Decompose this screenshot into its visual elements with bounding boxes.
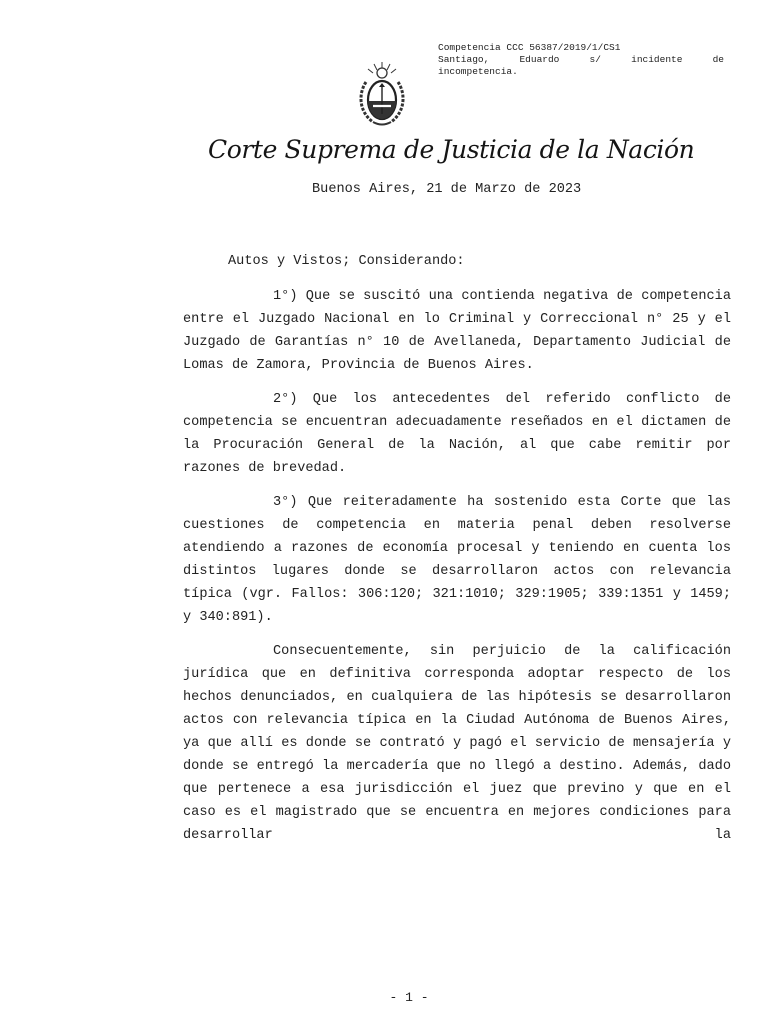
court-title: Corte Suprema de Justicia de la Nación — [208, 135, 695, 164]
paragraph-1: 1°) Que se suscitó una contienda negativa de competencia entre el Juzgado Nacional en lo Criminal y Correccional n° 25 y el Juzgado de Garantías n° 10 de Avellaneda, Departamento Judicial de Lomas de Zamora, Provincia de Buenos Aires. — [183, 289, 731, 373]
case-reference — [438, 42, 724, 78]
page-number: - 1 - — [389, 990, 429, 1005]
intro-heading: Autos y Vistos; Considerando: — [228, 254, 465, 269]
resolution-body — [183, 250, 731, 858]
case-ref-line-2: Santiago, Eduardo s/ incidente de — [438, 54, 724, 65]
coat-of-arms-icon — [356, 60, 408, 130]
case-ref-line-1: Competencia CCC 56387/2019/1/CS1 — [438, 42, 621, 53]
paragraph-2: 2°) Que los antecedentes del referido conflicto de competencia se encuentran adecuadamente reseñados en el dictamen de la Procuración General de la Nación, al que cabe remitir por razones de brevedad. — [183, 392, 731, 476]
case-ref-line-3: incompetencia. — [438, 66, 518, 77]
paragraph-3: 3°) Que reiteradamente ha sostenido esta Corte que las cuestiones de competencia en materia penal deben resolverse atendiendo a razones de economía procesal y teniendo en cuenta los distintos lugares donde se desarrollaron actos con relevancia típica (vgr. Fallos: 306:120; 321:1010; 329:1905; 339:1351 y 1459; y 340:891). — [183, 495, 731, 625]
date-line: Buenos Aires, 21 de Marzo de 2023 — [312, 182, 582, 197]
paragraph-4: Consecuentemente, sin perjuicio de la calificación jurídica que en definitiva corresponda adoptar respecto de los hechos denunciados, en cualquiera de las hipótesis se desarrollaron actos con relevancia típica en la Ciudad Autónoma de Buenos Aires, ya que allí es donde se contrató y pagó el servicio de mensajería y donde se entregó la mercadería que no llegó a destino. Además, dado que pertenece a esa jurisdicción el juez que previno y que en el caso es el magistrado que se encuentra en mejores condiciones para desarrollar la — [183, 644, 731, 843]
